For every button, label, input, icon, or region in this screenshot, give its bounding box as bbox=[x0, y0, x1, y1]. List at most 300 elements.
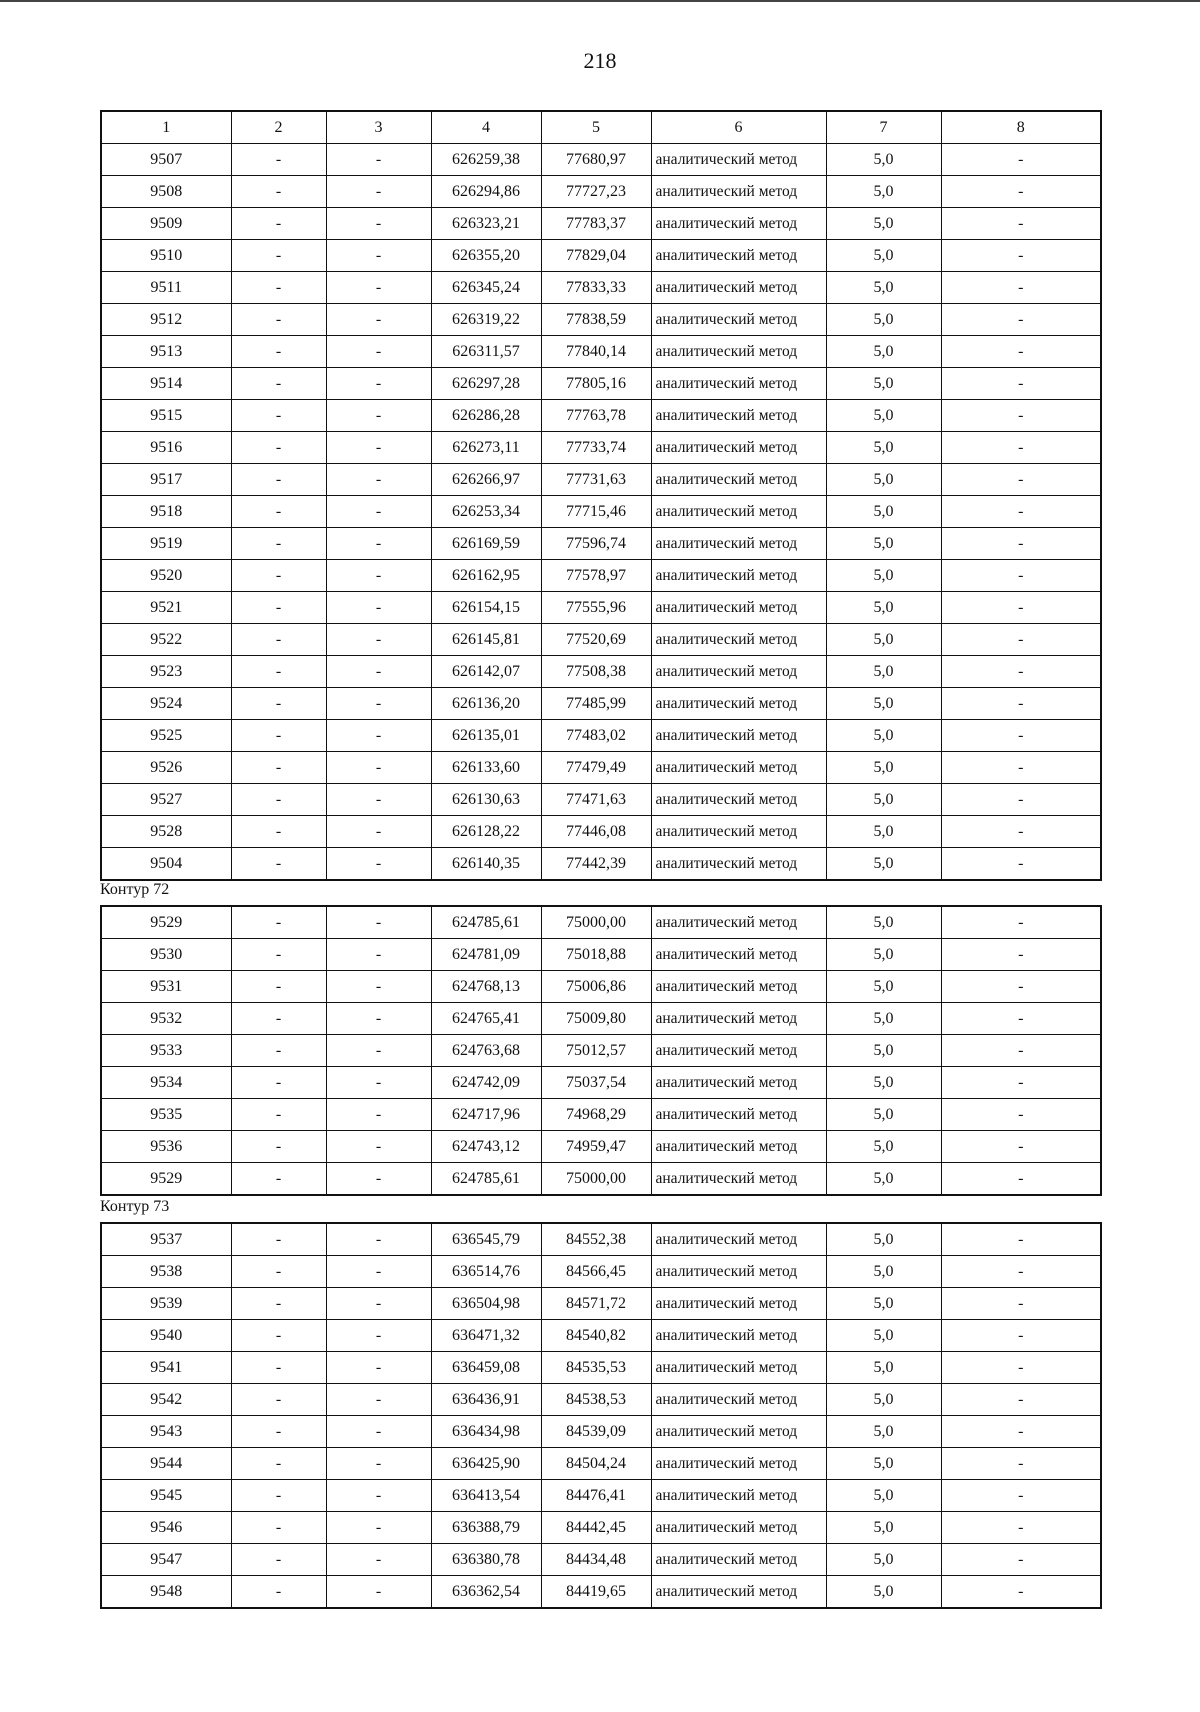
table-cell: 5,0 bbox=[826, 496, 941, 528]
table-cell: 9524 bbox=[101, 688, 231, 720]
coordinates-table-2 bbox=[100, 905, 1102, 1196]
table-cell: 626259,38 bbox=[431, 144, 541, 176]
table-cell: - bbox=[326, 1163, 431, 1196]
table-cell: 9511 bbox=[101, 272, 231, 304]
table-body-1 bbox=[101, 144, 1101, 881]
table-cell: 9543 bbox=[101, 1416, 231, 1448]
table-cell: 5,0 bbox=[826, 688, 941, 720]
table-cell: - bbox=[231, 176, 326, 208]
contour-73-section bbox=[100, 1222, 1100, 1609]
table-cell: - bbox=[231, 1512, 326, 1544]
table-cell: аналитический метод bbox=[651, 1544, 826, 1576]
table-cell: аналитический метод bbox=[651, 848, 826, 881]
table-cell: 626297,28 bbox=[431, 368, 541, 400]
table-cell: - bbox=[231, 1544, 326, 1576]
coordinates-table-3 bbox=[100, 1222, 1102, 1609]
table-header-row bbox=[101, 111, 1101, 144]
table-cell: 5,0 bbox=[826, 400, 941, 432]
table-cell: аналитический метод bbox=[651, 432, 826, 464]
table-cell: 626323,21 bbox=[431, 208, 541, 240]
table-cell: - bbox=[326, 720, 431, 752]
table-cell: - bbox=[326, 1035, 431, 1067]
table-cell: аналитический метод bbox=[651, 971, 826, 1003]
table-cell: - bbox=[231, 1416, 326, 1448]
table-cell: аналитический метод bbox=[651, 1416, 826, 1448]
table-cell: аналитический метод bbox=[651, 368, 826, 400]
table-row bbox=[101, 720, 1101, 752]
table-cell: 5,0 bbox=[826, 1352, 941, 1384]
table-cell: 624781,09 bbox=[431, 939, 541, 971]
table-cell: - bbox=[941, 560, 1101, 592]
table-cell: - bbox=[941, 144, 1101, 176]
table-cell: - bbox=[231, 939, 326, 971]
table-cell: 626319,22 bbox=[431, 304, 541, 336]
table-row bbox=[101, 336, 1101, 368]
table-row bbox=[101, 1163, 1101, 1196]
table-cell: - bbox=[941, 1352, 1101, 1384]
table-cell: 636514,76 bbox=[431, 1256, 541, 1288]
page-number: 218 bbox=[583, 48, 617, 73]
table-cell: 626311,57 bbox=[431, 336, 541, 368]
table-cell: - bbox=[326, 1223, 431, 1256]
table-cell: 636471,32 bbox=[431, 1320, 541, 1352]
table-cell: 75012,57 bbox=[541, 1035, 651, 1067]
table-cell: - bbox=[326, 1288, 431, 1320]
table-cell: - bbox=[941, 784, 1101, 816]
table-cell: 626154,15 bbox=[431, 592, 541, 624]
table-cell: - bbox=[941, 176, 1101, 208]
table-row bbox=[101, 464, 1101, 496]
table-cell: аналитический метод bbox=[651, 528, 826, 560]
table-row bbox=[101, 496, 1101, 528]
table-cell: 5,0 bbox=[826, 336, 941, 368]
table-cell: 9509 bbox=[101, 208, 231, 240]
table-cell: 9545 bbox=[101, 1480, 231, 1512]
table-cell: - bbox=[941, 1035, 1101, 1067]
table-cell: - bbox=[941, 368, 1101, 400]
table-cell: - bbox=[231, 1352, 326, 1384]
table-cell: аналитический метод bbox=[651, 304, 826, 336]
table-cell: аналитический метод bbox=[651, 1163, 826, 1196]
table-row bbox=[101, 816, 1101, 848]
table-cell: - bbox=[326, 496, 431, 528]
table-cell: 84566,45 bbox=[541, 1256, 651, 1288]
table-cell: 75009,80 bbox=[541, 1003, 651, 1035]
table-cell: 77508,38 bbox=[541, 656, 651, 688]
table-cell: 77715,46 bbox=[541, 496, 651, 528]
table-cell: аналитический метод bbox=[651, 1384, 826, 1416]
table-row bbox=[101, 144, 1101, 176]
table-cell: аналитический метод bbox=[651, 656, 826, 688]
table-cell: 9538 bbox=[101, 1256, 231, 1288]
table-cell: 84538,53 bbox=[541, 1384, 651, 1416]
table-cell: 5,0 bbox=[826, 1512, 941, 1544]
table-cell: 77838,59 bbox=[541, 304, 651, 336]
table-cell: 75037,54 bbox=[541, 1067, 651, 1099]
table-cell: 9526 bbox=[101, 752, 231, 784]
table-row bbox=[101, 1067, 1101, 1099]
table-cell: 84552,38 bbox=[541, 1223, 651, 1256]
table-row bbox=[101, 688, 1101, 720]
table-cell: 626135,01 bbox=[431, 720, 541, 752]
table-cell: 75000,00 bbox=[541, 1163, 651, 1196]
table-cell: - bbox=[326, 1544, 431, 1576]
table-cell: 9542 bbox=[101, 1384, 231, 1416]
table-cell: - bbox=[941, 272, 1101, 304]
table-cell: - bbox=[231, 656, 326, 688]
table-cell: 84539,09 bbox=[541, 1416, 651, 1448]
table-cell: - bbox=[941, 240, 1101, 272]
table-cell: - bbox=[326, 464, 431, 496]
table-cell: - bbox=[326, 1256, 431, 1288]
table-cell: - bbox=[231, 304, 326, 336]
table-cell: 624717,96 bbox=[431, 1099, 541, 1131]
table-cell: - bbox=[231, 240, 326, 272]
table-cell: - bbox=[326, 1576, 431, 1609]
table-cell: - bbox=[941, 208, 1101, 240]
table-cell: - bbox=[326, 688, 431, 720]
table-row bbox=[101, 528, 1101, 560]
table-cell: 77829,04 bbox=[541, 240, 651, 272]
table-cell: - bbox=[326, 432, 431, 464]
table-row bbox=[101, 1576, 1101, 1609]
table-cell: аналитический метод bbox=[651, 720, 826, 752]
table-cell: 77783,37 bbox=[541, 208, 651, 240]
table-cell: - bbox=[231, 272, 326, 304]
table-cell: - bbox=[941, 720, 1101, 752]
table-cell: 626169,59 bbox=[431, 528, 541, 560]
table-cell: 5,0 bbox=[826, 906, 941, 939]
table-cell: 84504,24 bbox=[541, 1448, 651, 1480]
table-cell: 9535 bbox=[101, 1099, 231, 1131]
table-cell: 75018,88 bbox=[541, 939, 651, 971]
table-cell: 77442,39 bbox=[541, 848, 651, 881]
table-cell: аналитический метод bbox=[651, 144, 826, 176]
table-cell: 5,0 bbox=[826, 272, 941, 304]
table-cell: - bbox=[326, 816, 431, 848]
table-cell: 636436,91 bbox=[431, 1384, 541, 1416]
table-cell: - bbox=[941, 1099, 1101, 1131]
table-row bbox=[101, 939, 1101, 971]
table-cell: 9541 bbox=[101, 1352, 231, 1384]
table-cell: 624768,13 bbox=[431, 971, 541, 1003]
table-cell: 9508 bbox=[101, 176, 231, 208]
table-cell: аналитический метод bbox=[651, 784, 826, 816]
table-cell: 77840,14 bbox=[541, 336, 651, 368]
table-cell: - bbox=[231, 752, 326, 784]
table-row bbox=[101, 368, 1101, 400]
table-cell: - bbox=[326, 336, 431, 368]
table-cell: 9510 bbox=[101, 240, 231, 272]
table-cell: - bbox=[941, 496, 1101, 528]
table-cell: - bbox=[941, 592, 1101, 624]
table-cell: аналитический метод bbox=[651, 272, 826, 304]
table-cell: - bbox=[941, 336, 1101, 368]
column-header: 2 bbox=[231, 111, 326, 144]
table-cell: 5,0 bbox=[826, 816, 941, 848]
table-cell: - bbox=[326, 971, 431, 1003]
table-row bbox=[101, 1544, 1101, 1576]
coordinates-table-1 bbox=[100, 110, 1102, 881]
table-cell: аналитический метод bbox=[651, 496, 826, 528]
table-cell: 5,0 bbox=[826, 1480, 941, 1512]
table-cell: 77731,63 bbox=[541, 464, 651, 496]
column-header: 8 bbox=[941, 111, 1101, 144]
table-cell: - bbox=[231, 971, 326, 1003]
table-cell: - bbox=[326, 528, 431, 560]
table-row bbox=[101, 1003, 1101, 1035]
column-header: 3 bbox=[326, 111, 431, 144]
table-cell: - bbox=[231, 816, 326, 848]
table-cell: аналитический метод bbox=[651, 592, 826, 624]
table-cell: - bbox=[231, 144, 326, 176]
table-cell: - bbox=[326, 400, 431, 432]
table-cell: - bbox=[941, 848, 1101, 881]
table-cell: 5,0 bbox=[826, 1256, 941, 1288]
table-cell: 626145,81 bbox=[431, 624, 541, 656]
table-cell: 5,0 bbox=[826, 1320, 941, 1352]
table-cell: 9514 bbox=[101, 368, 231, 400]
table-row bbox=[101, 1256, 1101, 1288]
table-cell: 5,0 bbox=[826, 368, 941, 400]
table-cell: - bbox=[231, 1256, 326, 1288]
table-cell: 9530 bbox=[101, 939, 231, 971]
table-cell: 9519 bbox=[101, 528, 231, 560]
table-cell: 5,0 bbox=[826, 752, 941, 784]
table-cell: 5,0 bbox=[826, 176, 941, 208]
table-cell: 5,0 bbox=[826, 1448, 941, 1480]
table-cell: - bbox=[941, 464, 1101, 496]
table-cell: - bbox=[941, 1448, 1101, 1480]
top-rule bbox=[0, 0, 1200, 2]
table-cell: 636434,98 bbox=[431, 1416, 541, 1448]
table-row bbox=[101, 1131, 1101, 1163]
table-cell: 77727,23 bbox=[541, 176, 651, 208]
table-cell: - bbox=[941, 1223, 1101, 1256]
table-cell: 75006,86 bbox=[541, 971, 651, 1003]
table-cell: - bbox=[231, 1576, 326, 1609]
table-cell: 9540 bbox=[101, 1320, 231, 1352]
table-cell: 9520 bbox=[101, 560, 231, 592]
table-cell: - bbox=[941, 1288, 1101, 1320]
table-cell: 77805,16 bbox=[541, 368, 651, 400]
table-cell: - bbox=[326, 1384, 431, 1416]
table-cell: - bbox=[231, 336, 326, 368]
table-cell: 5,0 bbox=[826, 656, 941, 688]
table-cell: 9533 bbox=[101, 1035, 231, 1067]
table-cell: аналитический метод bbox=[651, 1067, 826, 1099]
table-cell: - bbox=[326, 752, 431, 784]
table-cell: 9527 bbox=[101, 784, 231, 816]
table-cell: - bbox=[231, 688, 326, 720]
table-row bbox=[101, 176, 1101, 208]
table-cell: 626162,95 bbox=[431, 560, 541, 592]
table-row bbox=[101, 1512, 1101, 1544]
table-cell: 626130,63 bbox=[431, 784, 541, 816]
table-cell: 77596,74 bbox=[541, 528, 651, 560]
table-cell: 9534 bbox=[101, 1067, 231, 1099]
table-cell: аналитический метод bbox=[651, 1099, 826, 1131]
table-cell: аналитический метод bbox=[651, 1480, 826, 1512]
table-cell: - bbox=[231, 432, 326, 464]
table-cell: 5,0 bbox=[826, 624, 941, 656]
table-row bbox=[101, 304, 1101, 336]
table-row bbox=[101, 906, 1101, 939]
table-cell: 5,0 bbox=[826, 1544, 941, 1576]
table-body-3 bbox=[101, 1223, 1101, 1608]
table-cell: 5,0 bbox=[826, 592, 941, 624]
contour-72-label: Контур 72 bbox=[100, 881, 170, 898]
table-cell: 5,0 bbox=[826, 1099, 941, 1131]
table-cell: 626136,20 bbox=[431, 688, 541, 720]
table-cell: аналитический метод bbox=[651, 464, 826, 496]
table-cell: - bbox=[326, 176, 431, 208]
table-cell: - bbox=[941, 656, 1101, 688]
table-cell: 626355,20 bbox=[431, 240, 541, 272]
table-cell: 624785,61 bbox=[431, 1163, 541, 1196]
table-cell: - bbox=[941, 1163, 1101, 1196]
table-cell: 5,0 bbox=[826, 1576, 941, 1609]
table-row bbox=[101, 971, 1101, 1003]
table-cell: - bbox=[941, 432, 1101, 464]
table-cell: - bbox=[231, 464, 326, 496]
table-cell: 5,0 bbox=[826, 1163, 941, 1196]
table-cell: 9547 bbox=[101, 1544, 231, 1576]
table-cell: 5,0 bbox=[826, 464, 941, 496]
table-cell: - bbox=[231, 1067, 326, 1099]
table-cell: - bbox=[941, 939, 1101, 971]
table-cell: 5,0 bbox=[826, 848, 941, 881]
table-cell: - bbox=[941, 1131, 1101, 1163]
table-row bbox=[101, 1223, 1101, 1256]
table-row bbox=[101, 1352, 1101, 1384]
table-cell: аналитический метод bbox=[651, 1288, 826, 1320]
table-cell: 84419,65 bbox=[541, 1576, 651, 1609]
table-cell: 9529 bbox=[101, 1163, 231, 1196]
table-row bbox=[101, 1384, 1101, 1416]
table-cell: 9523 bbox=[101, 656, 231, 688]
table-row bbox=[101, 400, 1101, 432]
table-cell: 9504 bbox=[101, 848, 231, 881]
table-row bbox=[101, 784, 1101, 816]
table-cell: - bbox=[326, 906, 431, 939]
table-cell: - bbox=[941, 1480, 1101, 1512]
table-row bbox=[101, 1448, 1101, 1480]
table-cell: аналитический метод bbox=[651, 939, 826, 971]
table-cell: - bbox=[231, 528, 326, 560]
table-cell: 77446,08 bbox=[541, 816, 651, 848]
table-cell: 9532 bbox=[101, 1003, 231, 1035]
table-cell: - bbox=[326, 1352, 431, 1384]
table-cell: - bbox=[231, 400, 326, 432]
table-row bbox=[101, 1416, 1101, 1448]
table-cell: 636459,08 bbox=[431, 1352, 541, 1384]
table-cell: 626140,35 bbox=[431, 848, 541, 881]
table-cell: 636425,90 bbox=[431, 1448, 541, 1480]
table-cell: - bbox=[231, 496, 326, 528]
table-cell: аналитический метод bbox=[651, 1576, 826, 1609]
table-cell: - bbox=[231, 1480, 326, 1512]
table-cell: аналитический метод bbox=[651, 1352, 826, 1384]
table-cell: - bbox=[326, 1512, 431, 1544]
table-cell: - bbox=[326, 1448, 431, 1480]
table-cell: 626273,11 bbox=[431, 432, 541, 464]
table-cell: 9521 bbox=[101, 592, 231, 624]
table-cell: - bbox=[326, 1320, 431, 1352]
table-cell: - bbox=[941, 688, 1101, 720]
table-cell: аналитический метод bbox=[651, 816, 826, 848]
table-cell: 77483,02 bbox=[541, 720, 651, 752]
table-cell: 77578,97 bbox=[541, 560, 651, 592]
table-cell: - bbox=[231, 1131, 326, 1163]
table-cell: аналитический метод bbox=[651, 336, 826, 368]
table-cell: аналитический метод bbox=[651, 208, 826, 240]
table-cell: - bbox=[326, 656, 431, 688]
table-cell: аналитический метод bbox=[651, 906, 826, 939]
table-row bbox=[101, 1099, 1101, 1131]
table-row bbox=[101, 272, 1101, 304]
table-cell: 5,0 bbox=[826, 939, 941, 971]
table-cell: 5,0 bbox=[826, 432, 941, 464]
table-cell: 624742,09 bbox=[431, 1067, 541, 1099]
table-cell: 5,0 bbox=[826, 720, 941, 752]
table-cell: - bbox=[326, 592, 431, 624]
table-cell: - bbox=[231, 560, 326, 592]
table-cell: 636504,98 bbox=[431, 1288, 541, 1320]
table-cell: 5,0 bbox=[826, 1067, 941, 1099]
table-cell: - bbox=[231, 1099, 326, 1131]
table-cell: 636362,54 bbox=[431, 1576, 541, 1609]
table-cell: 9548 bbox=[101, 1576, 231, 1609]
table-cell: 9515 bbox=[101, 400, 231, 432]
table-row bbox=[101, 592, 1101, 624]
table-cell: 77763,78 bbox=[541, 400, 651, 432]
table-cell: аналитический метод bbox=[651, 1003, 826, 1035]
table-cell: - bbox=[231, 784, 326, 816]
table-cell: 9518 bbox=[101, 496, 231, 528]
table-cell: аналитический метод bbox=[651, 752, 826, 784]
table-cell: 9507 bbox=[101, 144, 231, 176]
table-cell: 84434,48 bbox=[541, 1544, 651, 1576]
table-cell: 77833,33 bbox=[541, 272, 651, 304]
table-cell: 5,0 bbox=[826, 240, 941, 272]
table-cell: - bbox=[231, 1035, 326, 1067]
table-cell: - bbox=[941, 1512, 1101, 1544]
table-cell: 5,0 bbox=[826, 1223, 941, 1256]
column-header: 4 bbox=[431, 111, 541, 144]
table-cell: - bbox=[231, 1163, 326, 1196]
table-cell: - bbox=[326, 240, 431, 272]
table-cell: - bbox=[326, 624, 431, 656]
table-cell: 5,0 bbox=[826, 1384, 941, 1416]
table-cell: - bbox=[326, 1099, 431, 1131]
table-cell: 9525 bbox=[101, 720, 231, 752]
table-cell: 626266,97 bbox=[431, 464, 541, 496]
table-cell: 77520,69 bbox=[541, 624, 651, 656]
table-cell: - bbox=[231, 1003, 326, 1035]
table-cell: аналитический метод bbox=[651, 1223, 826, 1256]
table-cell: 626253,34 bbox=[431, 496, 541, 528]
table-cell: 75000,00 bbox=[541, 906, 651, 939]
table-cell: 77733,74 bbox=[541, 432, 651, 464]
table-cell: 624765,41 bbox=[431, 1003, 541, 1035]
table-cell: - bbox=[231, 906, 326, 939]
table-row bbox=[101, 848, 1101, 881]
table-cell: 5,0 bbox=[826, 971, 941, 1003]
table-cell: аналитический метод bbox=[651, 560, 826, 592]
table-cell: - bbox=[326, 304, 431, 336]
table-cell: аналитический метод bbox=[651, 400, 826, 432]
